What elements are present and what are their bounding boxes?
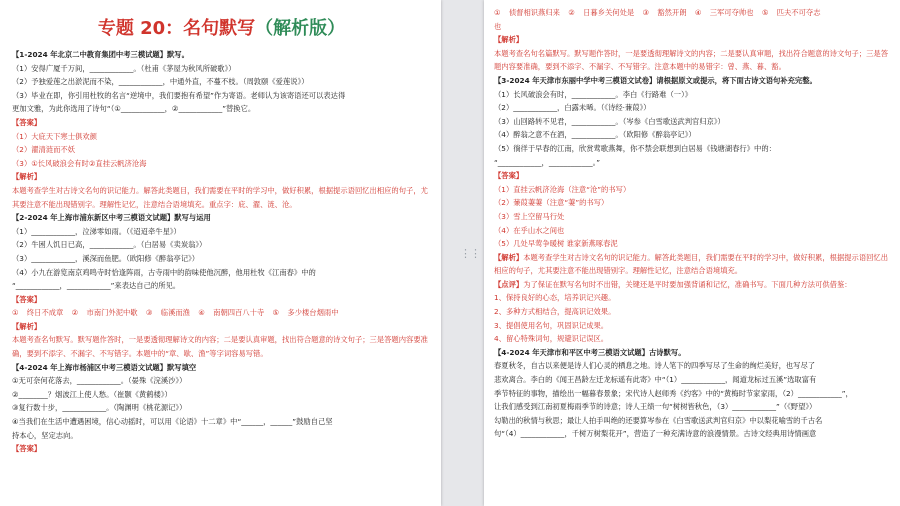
question-line: 季节特征的事物，描绘出一幅暮春景象；宋代诗人赵师秀《约客》中的“黄梅时节家家雨，（2）____________”，	[494, 388, 853, 398]
question-line: （3）山回路转不见君，____________。（岑参《白雪歌送武判官归京》）	[494, 116, 725, 126]
question-line: （2）牛困人饥日已高，____________。（白居易《卖炭翁》）	[12, 240, 207, 250]
question-line: （2）____________，白露未晞。（《诗经·蒹葭》）	[494, 103, 651, 113]
question-line: 让我们感受到江南初夏梅雨季节的诗意；诗人王绩一句“树树皆秋色，（3）____________”（《野望》）	[494, 402, 817, 412]
question-line: （1）安得广厦千万间，____________。（杜甫《茅屋为秋风所破歌》）	[12, 63, 236, 73]
question-line: 春夏秋冬，自古以来便是诗人们心灵的栖息之地。诗人笔下的四季写尽了生命的绚烂美好，也写尽了	[494, 361, 816, 371]
question-line: “____________，____________”来表达自己的所见。	[12, 281, 181, 291]
answer-label: 【答案】	[12, 294, 42, 304]
tip-body: 为了保证在默写名句时不出错，关键还是平时要加强背诵和记忆，准确书写。下面几种方法可供借鉴：	[523, 279, 852, 289]
tip-text	[494, 278, 890, 292]
analysis-label: 【解析】	[494, 35, 524, 45]
question-line: ②________？烟波江上使人愁。（崔颢《黄鹤楼》）	[12, 389, 172, 399]
title-sub: （解析版）	[255, 18, 346, 39]
question-line: 持本心，坚定志向。	[12, 430, 78, 440]
question-line: 更加文雅，为此你选用了诗句“（①____________，②____________”替换它。	[12, 104, 256, 114]
question-line: （5）徜徉于早春的江南，欣赏莺歌燕舞，你不禁会联想到白居易《钱塘湖春行》中的：	[494, 143, 776, 153]
analysis-body: 本题考查学生对古诗文名句的识记能力。解答此类题目，我们需要在平时的学习中，做好积累，根据提示语回忆出相应的句子，尤其要注意不能出现错别字。理解性记忆，注意结合语境填充。	[494, 252, 889, 276]
question-line: （2）予独爱莲之出淤泥而不染，____________，中通外直，不蔓不枝。（周敦颐《爱莲说》）	[12, 77, 309, 87]
answer-label: 【答案】	[12, 117, 42, 127]
answer-line: （3）①长风破浪会有时②直挂云帆济沧海	[12, 158, 147, 168]
page-splitter-handle[interactable]: ⋮⋮	[460, 246, 480, 260]
answer-line: ① 终日不成章 ② 市南门外泥中歇 ③ 临溪而渔 ④ 南朝四百八十寺 ⑤ 多少楼台烟雨中	[12, 308, 339, 318]
page-title	[12, 14, 431, 40]
analysis-text: 本题考查学生对古诗文名句的识记能力。解答此类题目，我们需要在平时的学习中，做好积累，根据提示语回忆出相应的句子，尤其要注意不能出现错别字。理解性记忆，注意结合语境填充。重点字：庇、濯、涟、沧。	[12, 185, 428, 209]
document-page-left	[0, 0, 441, 506]
answer-line: （1）大庇天下寒士俱欢颜	[12, 131, 97, 141]
question-line: “____________，____________。”	[494, 157, 601, 167]
analysis-label: 【解析】	[12, 172, 42, 182]
analysis-text: 本题考查名句默写。默写题作答时，一是要透彻理解诗文的内容；二是要认真审题，找出符合题意的诗文句子；三是答题内容要准确，要到不添字、不漏字、不写错字。本题中的“章、歇、渔”等字词容易写错。	[12, 335, 428, 359]
answer-line: ① 侦督相识燕归来 ② 日暮乡关何处是 ③ 豁然开朗 ④ 三军可夺帅也 ⑤ 匹夫不可夺志	[494, 8, 821, 17]
analysis-text	[494, 251, 890, 278]
question-heading: 【4-2024 年上海市杨浦区中考三模语文试题】默写填空	[12, 362, 197, 372]
question-line: 句“（4）____________，千树万树梨花开”，营造了一种充满诗意的浪漫情景。古诗文经典用诗情画意	[494, 429, 817, 439]
analysis-label: 【解析】	[494, 252, 524, 262]
tip-item: 4、留心特殊词句，规避识记误区。	[494, 334, 609, 344]
question-heading: 【3-2024 年天津市东丽中学中考三模语文试卷】请根据原文或提示，将下面古诗文语句补充完整。	[494, 75, 817, 85]
analysis-text: 本题考查名句名篇默写。默写题作答时，一是要透彻理解诗文的内容；二是要认真审题，找出符合题意的诗文句子；三是答题内容要准确，要到不添字、不漏字、不写错字。注意本题中的易错字：曾、燕、暮、豁。	[494, 48, 889, 72]
title-main: 专题 20：名句默写	[97, 18, 256, 39]
question-line: （1）____________，泣涕零如雨。（《迢迢牵牛星》）	[12, 226, 181, 236]
document-page-right	[484, 0, 900, 506]
answer-label: 【答案】	[12, 444, 42, 454]
tip-item: 1、保持良好的心态，培养识记兴趣。	[494, 293, 616, 303]
question-line: ④当我们在生活中遭遇困境，信心动摇时，可以用《论语》十二章》中“______，______”鼓励自己坚	[12, 417, 333, 427]
question-line: 悲欢离合。李白的《闻王昌龄左迁龙标遥有此寄》中“（1）____________，闻道龙标过五溪”选取富有	[494, 375, 817, 385]
answer-line: （4）在乎山水之间也	[494, 225, 565, 235]
question-line: （1）长风破浪会有时，____________。李白《行路难（一）》	[494, 89, 693, 99]
answer-line: （3）雪上空留马行处	[494, 211, 565, 221]
question-line: （4）小九在游览南京鸡鸣寺时恰逢阵雨，古寺雨中的韵味使他沉醉，他用杜牧《江南春》中的	[12, 267, 316, 277]
question-heading: 【4-2024 年天津市和平区中考三模语文试题】古诗默写。	[494, 347, 686, 357]
answer-line: 也	[494, 21, 502, 31]
tip-item: 3、提倡使用名句，巩固识记成果。	[494, 320, 609, 330]
question-heading: 【2-2024 年上海市浦东新区中考三模语文试题】默写与运用	[12, 213, 211, 223]
answer-line: （2）蒹葭萋萋（注意“萋”的书写）	[494, 198, 609, 208]
answer-line: （1）直挂云帆济沧海（注意“沧”的书写）	[494, 184, 631, 194]
question-line: （3）____________，溪深而鱼肥。（欧阳修《醉翁亭记》）	[12, 253, 200, 263]
question-heading: 【1-2024 年北京二中教育集团中考三模试题】默写。	[12, 50, 189, 59]
answer-line: （5）几处早莺争暖树 谁家新燕啄春泥	[494, 239, 618, 249]
answer-label: 【答案】	[494, 171, 524, 181]
question-line: 勾勒出的秋情与秋思；最让人拍手叫绝的还要算岑参在《白雪歌送武判官归京》中以梨花喻雪的千古名	[494, 415, 823, 425]
tip-label: 【点评】	[494, 279, 524, 289]
analysis-label: 【解析】	[12, 321, 42, 331]
question-line: ③复行数十步，____________。（陶渊明《桃花源记》）	[12, 403, 187, 413]
question-line: （3）毕业在即，你引用杜牧的名言“逆境中，我们要抱有希望”作为寄语。老师认为该寄语还可以表达得	[12, 90, 346, 100]
tip-item: 2、多种方式相结合，提高识记效果。	[494, 307, 616, 317]
answer-line: （2）濯清涟而不妖	[12, 145, 76, 155]
question-line: ①无可奈何花落去，____________。（晏殊《浣溪沙》）	[12, 376, 187, 386]
question-line: （4）醉翁之意不在酒，____________。（欧阳修《醉翁亭记》）	[494, 130, 696, 140]
